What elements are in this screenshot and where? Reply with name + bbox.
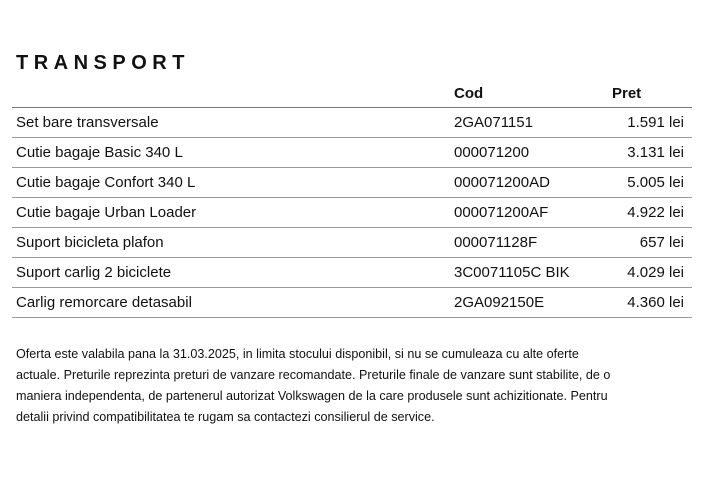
item-name: Suport bicicleta plafon bbox=[12, 228, 454, 258]
item-name: Cutie bagaje Basic 340 L bbox=[12, 138, 454, 168]
item-price: 4.029 lei bbox=[594, 258, 692, 288]
disclaimer-text bbox=[16, 344, 706, 428]
section-title: TRANSPORT bbox=[16, 52, 190, 74]
item-price: 1.591 lei bbox=[594, 108, 692, 138]
table-row bbox=[12, 168, 692, 198]
item-price: 3.131 lei bbox=[594, 138, 692, 168]
item-name: Cutie bagaje Confort 340 L bbox=[12, 168, 454, 198]
item-code: 000071128F bbox=[454, 228, 594, 258]
item-code: 3C0071105C BIK bbox=[454, 258, 594, 288]
disclaimer-line: maniera independenta, de partenerul autorizat Volkswagen de la care produsele sunt achizitionate. Pentru bbox=[16, 389, 608, 403]
table-header bbox=[12, 80, 692, 108]
item-name: Carlig remorcare detasabil bbox=[12, 288, 454, 318]
accessories-table bbox=[12, 80, 692, 318]
table-row bbox=[12, 108, 692, 138]
item-name: Set bare transversale bbox=[12, 108, 454, 138]
item-code: 2GA071151 bbox=[454, 108, 594, 138]
item-price: 4.922 lei bbox=[594, 198, 692, 228]
item-name: Cutie bagaje Urban Loader bbox=[12, 198, 454, 228]
header-price: Pret bbox=[594, 80, 692, 108]
table-row bbox=[12, 258, 692, 288]
item-price: 657 lei bbox=[594, 228, 692, 258]
item-code: 000071200 bbox=[454, 138, 594, 168]
disclaimer-line: Oferta este valabila pana la 31.03.2025, in limita stocului disponibil, si nu se cumuleaza cu alte oferte bbox=[16, 347, 579, 361]
header-code: Cod bbox=[454, 80, 594, 108]
table-row bbox=[12, 228, 692, 258]
header-name bbox=[12, 80, 454, 108]
item-name: Suport carlig 2 biciclete bbox=[12, 258, 454, 288]
table-row bbox=[12, 138, 692, 168]
item-price: 5.005 lei bbox=[594, 168, 692, 198]
item-code: 2GA092150E bbox=[454, 288, 594, 318]
item-code: 000071200AF bbox=[454, 198, 594, 228]
disclaimer-line: actuale. Preturile reprezinta preturi de vanzare recomandate. Preturile finale de vanzare sunt stabilite, de o bbox=[16, 368, 611, 382]
table-row bbox=[12, 198, 692, 228]
disclaimer-line: detalii privind compatibilitatea te rugam sa contactezi consilierul de service. bbox=[16, 410, 435, 424]
item-price: 4.360 lei bbox=[594, 288, 692, 318]
table-row bbox=[12, 288, 692, 318]
item-code: 000071200AD bbox=[454, 168, 594, 198]
